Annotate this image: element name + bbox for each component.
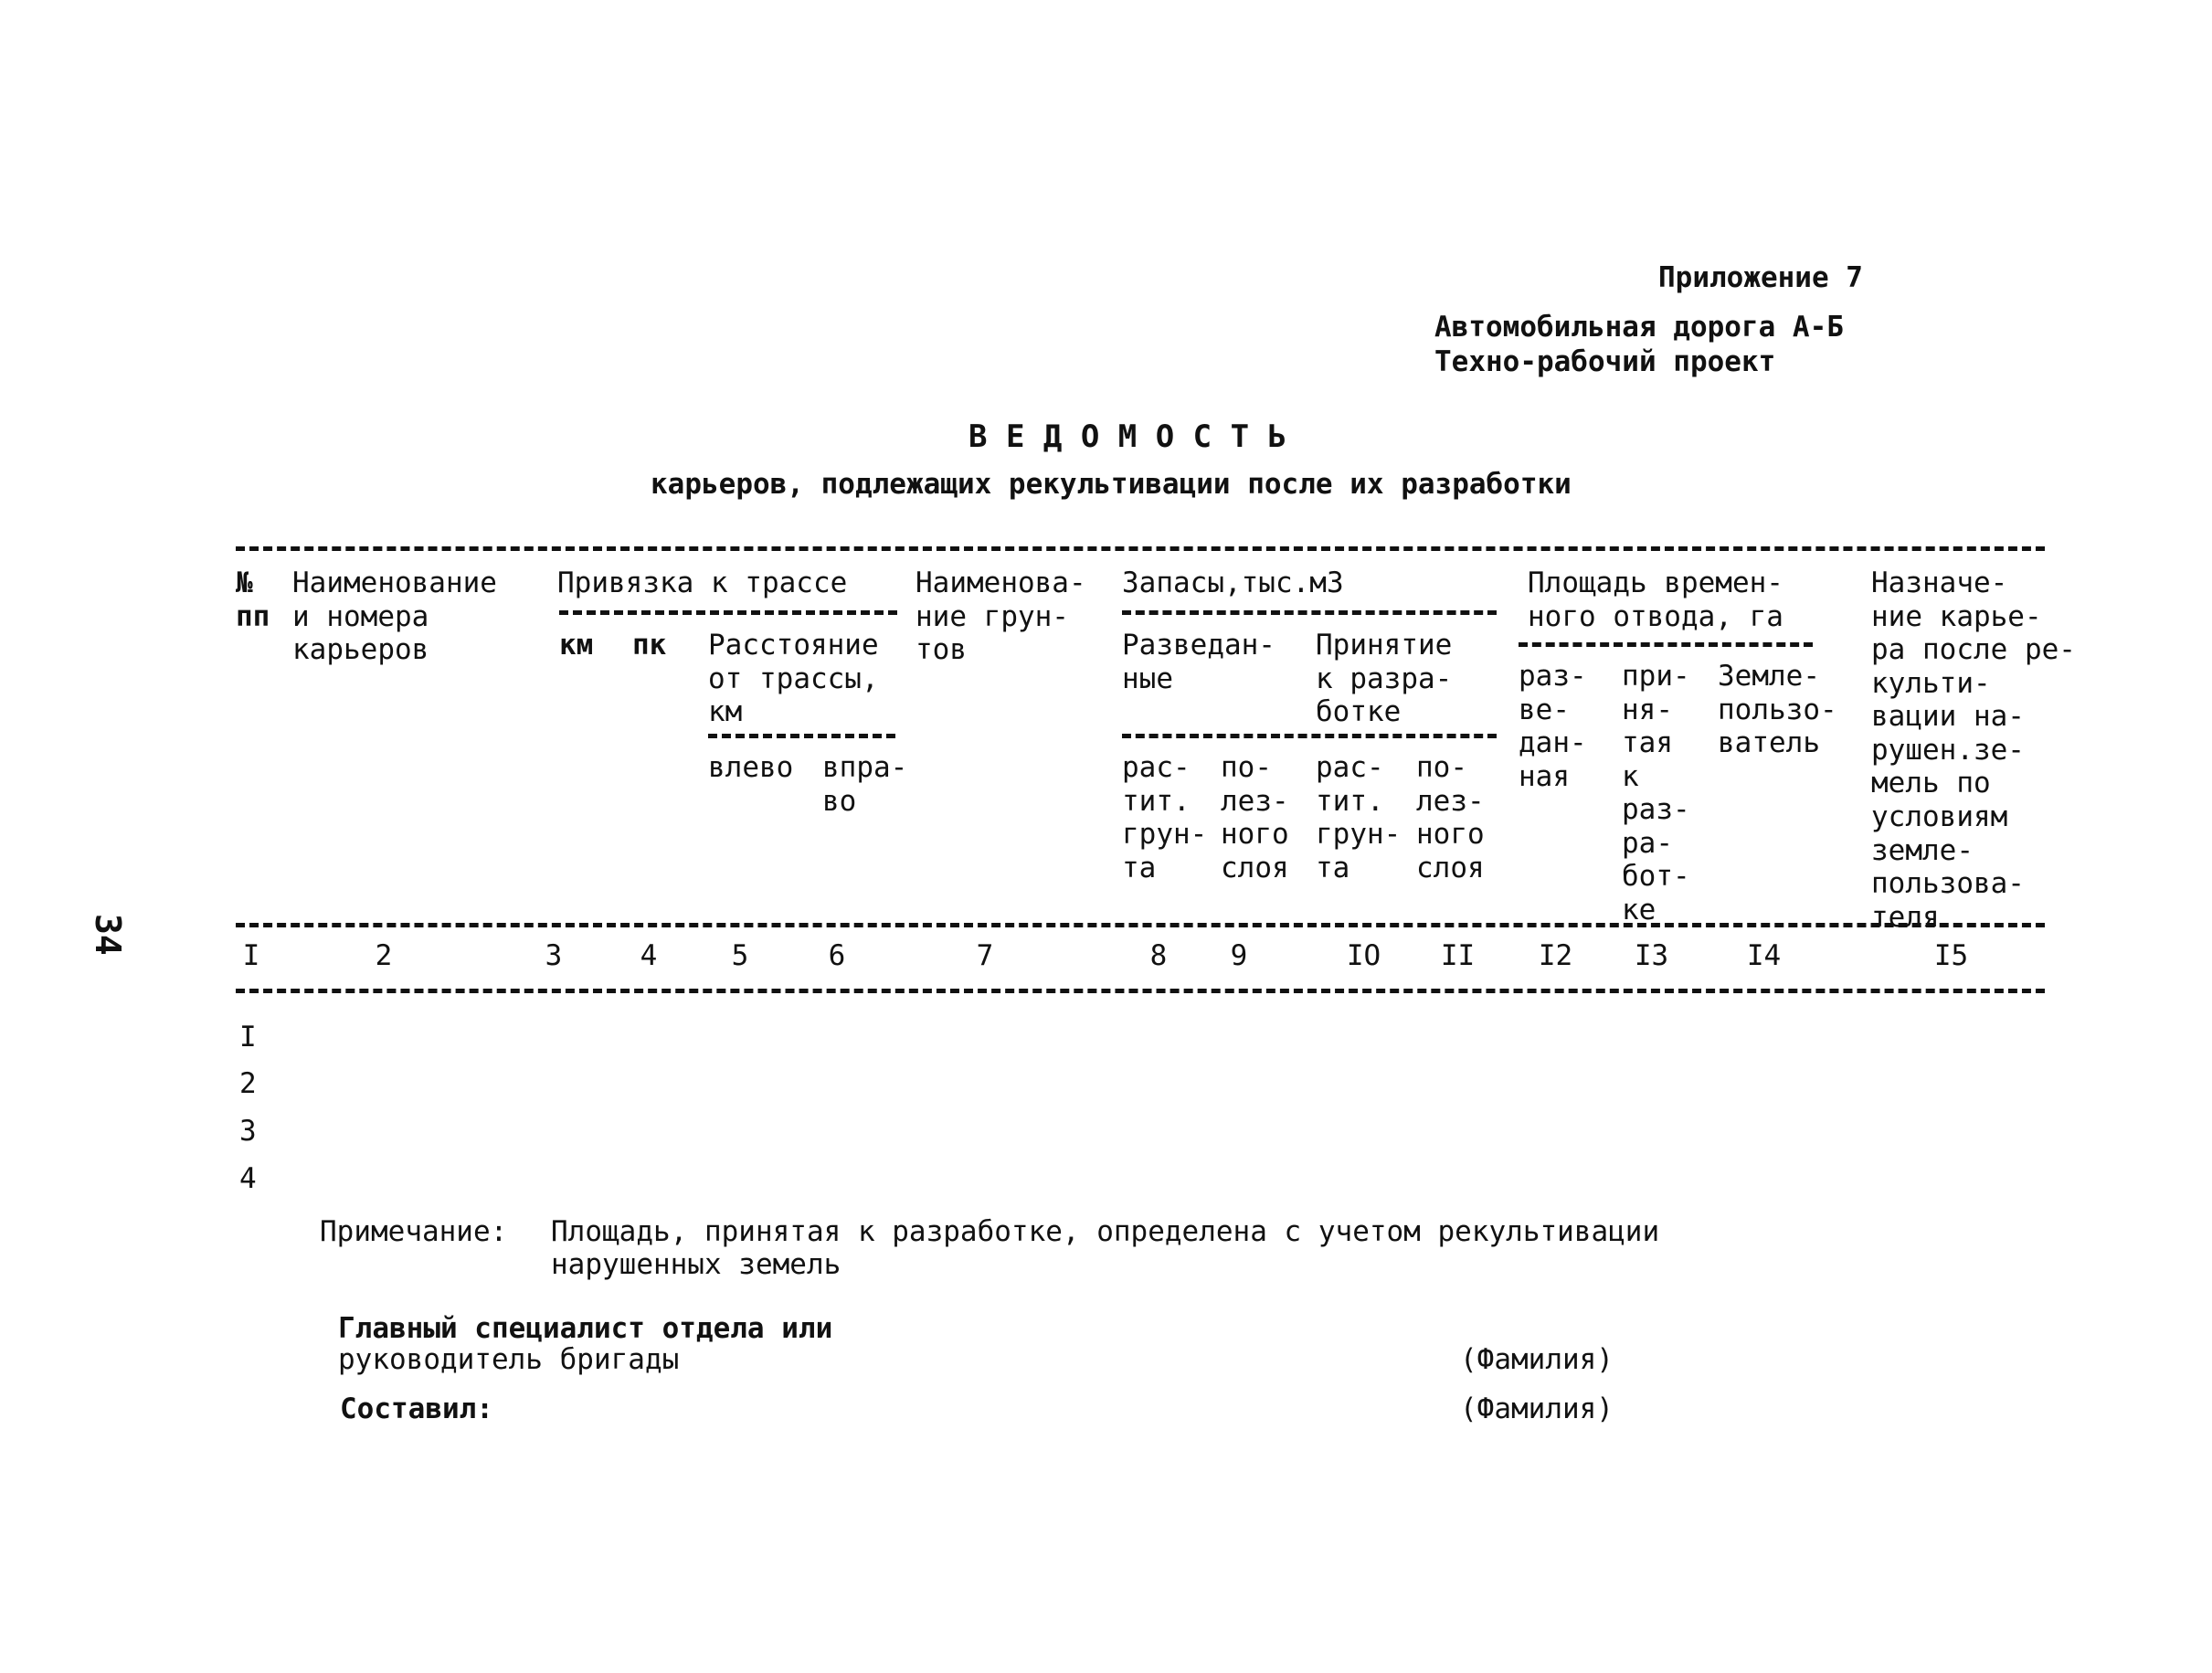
column-number: IO — [1346, 939, 1381, 972]
note-text-line2: нарушенных земель — [551, 1248, 841, 1281]
header-number: № пп — [236, 566, 270, 633]
header-soil-name: Наименова- ние грун- тов — [915, 566, 1086, 667]
header-land-user: Земле- пользо- ватель — [1718, 660, 1837, 760]
header-bottom-rule — [236, 923, 2045, 927]
header-useful-accepted: по- лез- ного слоя — [1416, 751, 1485, 884]
header-topsoil-explored: рас- тит. грун- та — [1122, 751, 1208, 884]
header-pk: пк — [632, 629, 667, 662]
header-useful-explored: по- лез- ного слоя — [1221, 751, 1289, 884]
header-km: км — [559, 629, 594, 662]
column-number: I2 — [1538, 939, 1573, 972]
row-number: 4 — [239, 1162, 257, 1195]
header-distance: Расстояние от трассы, км — [708, 629, 879, 729]
document-subtitle: карьеров, подлежащих рекультивации после их разработки — [651, 468, 1572, 501]
page-number: 34 — [88, 914, 128, 956]
header-reserves: Запасы,тыс.м3 — [1122, 566, 1344, 599]
area-rule — [1519, 642, 1813, 647]
row-number: 2 — [239, 1067, 257, 1100]
column-number: 5 — [731, 939, 749, 972]
header-topsoil-accepted: рас- тит. грун- та — [1316, 751, 1402, 884]
signature-compiled: Составил: — [340, 1392, 493, 1425]
signature-surname-1: (Фамилия) — [1460, 1343, 1614, 1376]
header-accepted: Принятие к разра- ботке — [1316, 629, 1453, 729]
row-number: 3 — [239, 1115, 257, 1148]
note-text-line1: Площадь, принятая к разработке, определена с учетом рекультивации — [551, 1215, 1660, 1248]
header-area-accepted: при- ня- тая к раз- ра- бот- ке — [1622, 660, 1690, 927]
column-number: 8 — [1149, 939, 1168, 972]
column-number: 7 — [976, 939, 994, 972]
header-quarry-name: Наименование и номера карьеров — [292, 566, 497, 667]
appendix-project: Техно-рабочий проект — [1434, 345, 1776, 378]
column-number: I3 — [1634, 939, 1669, 972]
row-number: I — [239, 1021, 257, 1054]
column-number: 2 — [375, 939, 393, 972]
column-number: 4 — [640, 939, 658, 972]
column-number: 6 — [828, 939, 846, 972]
document-title: В Е Д О М О С Т Ь — [968, 418, 1286, 455]
header-right: впра- во — [822, 751, 908, 818]
signature-title-line2: руководитель бригады — [338, 1343, 680, 1376]
header-purpose: Назначе- ние карье- ра после ре- культи- вации на- рушен.зе- мель по условиям земле- пользова- теля — [1871, 566, 2076, 934]
header-area: Площадь времен- ного отвода, га — [1528, 566, 1783, 633]
signature-surname-2: (Фамилия) — [1460, 1392, 1614, 1425]
numbers-bottom-rule — [236, 989, 2045, 993]
binding-rule — [559, 610, 897, 615]
appendix-label: Приложение 7 — [1658, 261, 1863, 294]
column-number: 3 — [545, 939, 563, 972]
column-number: II — [1440, 939, 1476, 972]
reserves-rule — [1122, 610, 1497, 615]
column-number: I5 — [1933, 939, 1969, 972]
note-label: Примечание: — [320, 1215, 508, 1248]
table-top-rule — [236, 546, 2045, 551]
column-number: 9 — [1230, 939, 1248, 972]
appendix-road: Автомобильная дорога А-Б — [1434, 311, 1844, 344]
header-binding: Привязка к трассе — [557, 566, 848, 599]
header-area-explored: раз- ве- дан- ная — [1519, 660, 1587, 793]
distance-rule — [708, 734, 895, 738]
column-number: I — [242, 939, 260, 972]
reserves-subrule — [1122, 734, 1497, 738]
column-number: I4 — [1746, 939, 1782, 972]
signature-title-line1: Главный специалист отдела или — [338, 1312, 833, 1345]
header-explored: Разведан- ные — [1122, 629, 1275, 695]
header-left: влево — [708, 751, 794, 784]
